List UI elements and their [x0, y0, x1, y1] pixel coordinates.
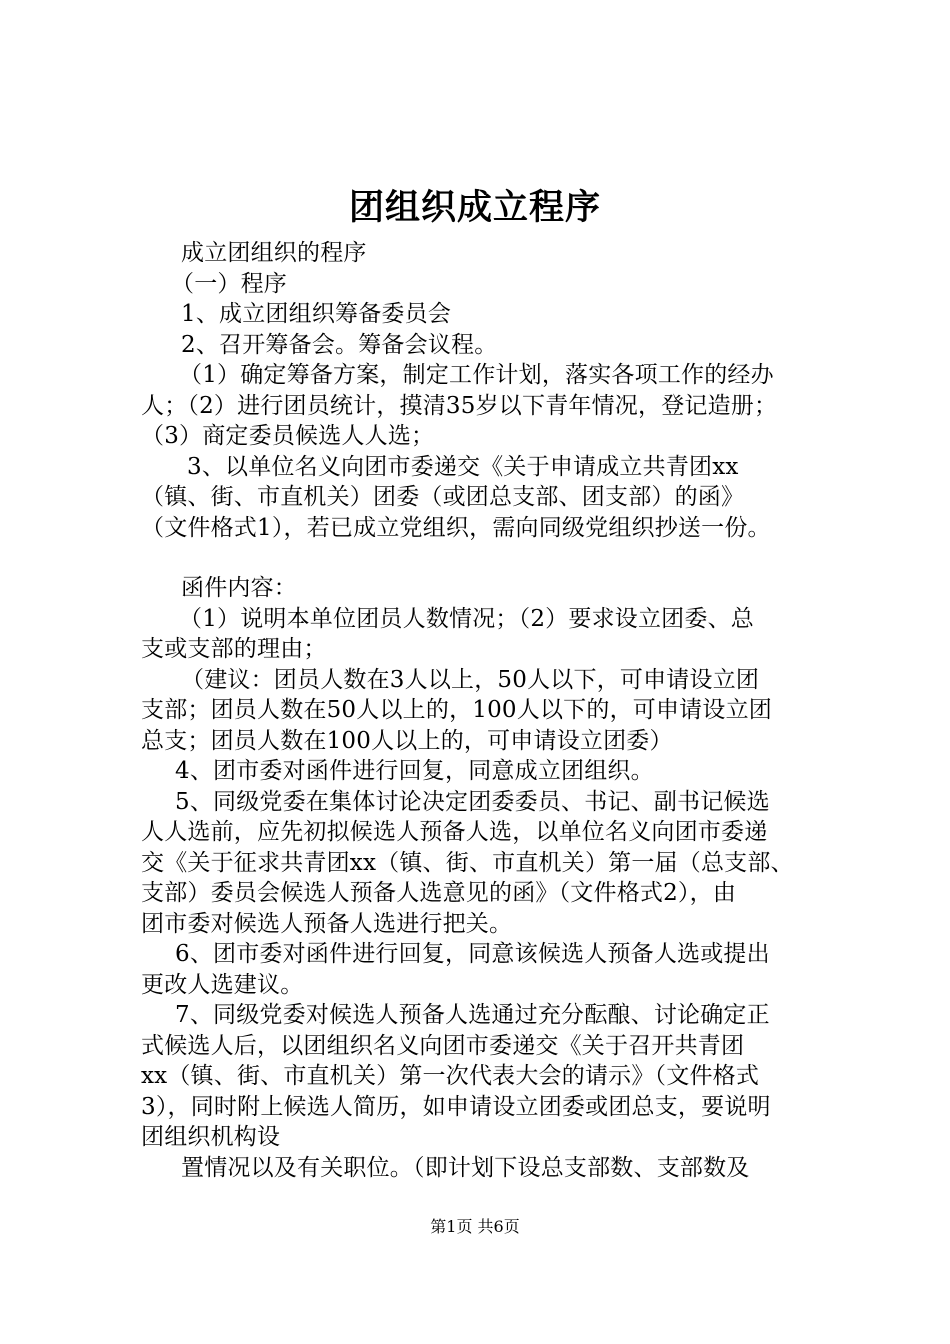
- body-line: （一）程序: [171, 270, 287, 297]
- body-line: 3），同时附上候选人简历，如申请设立团委或团总支，要说明: [141, 1093, 771, 1120]
- body-line: 人；（2）进行团员统计，摸清35岁以下青年情况，登记造册；: [141, 392, 778, 419]
- body-line: （建议：团员人数在3人以上，50人以下，可申请设立团: [181, 666, 760, 693]
- body-line: （3）商定委员候选人人选；: [141, 423, 435, 449]
- body-line: （文件格式1），若已成立党组织，需向同级党组织抄送一份。: [141, 514, 771, 541]
- body-line: 3、以单位名义向团市委递交《关于申请成立共青团xx: [187, 453, 739, 480]
- body-line: 5、同级党委在集体讨论决定团委委员、书记、副书记候选: [175, 788, 770, 815]
- body-line: xx（镇、街、市直机关）第一次代表大会的请示》（文件格式: [141, 1063, 760, 1089]
- body-line: 支部）委员会候选人预备人选意见的函》（文件格式2），由: [141, 880, 737, 906]
- body-line: 支或支部的理由；: [141, 636, 327, 662]
- body-line: 1、成立团组织筹备委员会: [181, 301, 452, 327]
- body-line: 总支；团员人数在100人以上的，可申请设立团委）: [141, 727, 673, 754]
- body-line: 6、团市委对函件进行回复，同意该候选人预备人选或提出: [175, 941, 770, 967]
- blank-line: [141, 543, 841, 573]
- body-line: 置情况以及有关职位。（即计划下设总支部数、支部数及: [181, 1154, 750, 1181]
- page-footer: 第1页 共6页: [430, 1217, 520, 1236]
- body-line: 团组织机构设: [141, 1124, 281, 1150]
- document-body: [141, 238, 841, 1183]
- body-line: 7、同级党委对候选人预备人选通过充分酝酿、讨论确定正: [175, 1002, 770, 1028]
- body-line: 交《关于征求共青团xx（镇、街、市直机关）第一届（总支部、: [141, 849, 794, 876]
- body-line: 2、召开筹备会。筹备会议程。: [181, 331, 498, 358]
- document-title: 团组织成立程序: [348, 187, 601, 228]
- body-line: 支部；团员人数在50人以上的，100人以下的，可申请设立团: [141, 697, 772, 723]
- body-line: 式候选人后，以团组织名义向团市委递交《关于召开共青团: [141, 1032, 745, 1059]
- body-line: （1）说明本单位团员人数情况；（2）要求设立团委、总: [179, 605, 754, 632]
- body-line: 函件内容：: [181, 575, 297, 601]
- body-line: 更改人选建议。: [141, 971, 304, 998]
- body-line: （1）确定筹备方案，制定工作计划，落实各项工作的经办: [179, 362, 774, 388]
- body-line: 团市委对候选人预备人选进行把关。: [141, 910, 513, 937]
- body-line: 人人选前，应先初拟候选人预备人选，以单位名义向团市委递: [141, 819, 768, 845]
- body-line: 成立团组织的程序: [181, 240, 367, 266]
- body-line: 4、团市委对函件进行回复，同意成立团组织。: [175, 758, 654, 784]
- body-line: （镇、街、市直机关）团委（或团总支部、团支部）的函》: [141, 484, 745, 510]
